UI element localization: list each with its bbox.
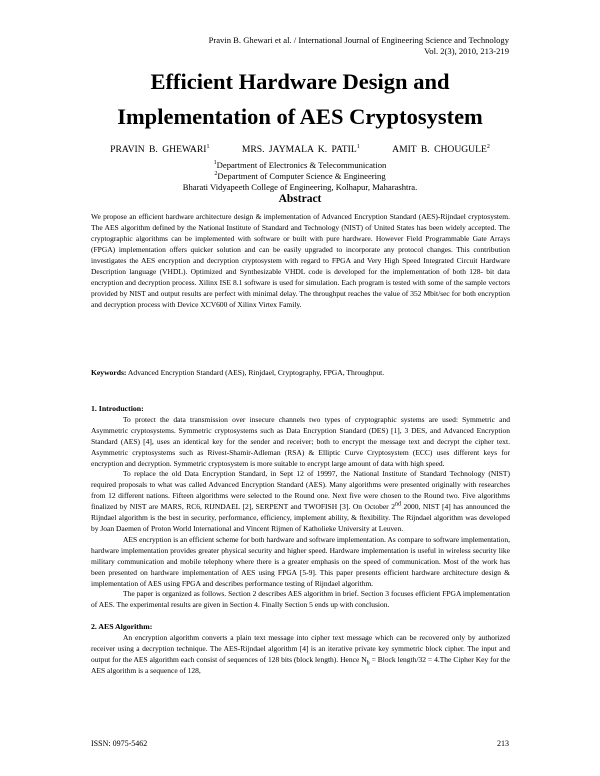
author-name: AMIT B. CHOUGULE: [392, 144, 487, 155]
volume-info: Vol. 2(3), 2010, 213-219: [424, 46, 509, 56]
paragraph: [91, 469, 510, 534]
paragraph-text: = Block length/32 = 4.The Cipher Key for the AES algorithm is a sequence of 128,: [91, 654, 510, 675]
abstract-heading: Abstract: [278, 193, 322, 205]
author-affiliation-mark: 1: [356, 143, 360, 150]
affiliation-text: Department of Electronics & Telecommunication: [216, 160, 387, 170]
affiliation-1: [0, 160, 600, 171]
title-line-2: Implementation of AES Cryptosystem: [117, 104, 483, 129]
author-affiliation-mark: 2: [486, 143, 490, 150]
author: [392, 144, 490, 155]
author: [242, 144, 360, 155]
keywords-text: Advanced Encryption Standard (AES), Rinjdael, Cryptography, FPGA, Throughput.: [126, 368, 385, 377]
running-header: [89, 35, 509, 57]
institution: Bharati Vidyapeeth College of Engineering, Kolhapur, Maharashtra.: [182, 181, 418, 192]
section-gap: [91, 611, 510, 622]
title-line-1: Efficient Hardware Design and: [150, 69, 450, 94]
paragraph-text: To replace the old Data Encryption Standard, in Sept 12 of 19997, the National Institute of Standard Technology (NIST) required proposals to what was called Advanced Encryption Standard (AES). Many algorithms were presented originally with researches from 12 different nations. Fifteen algorithms were selected to the Round one. Next five were chosen to the Round two. Five algorithms finalized by NIST are MARS, RC6, RIJNDAEL [2], SERPENT and TWOFISH [3]. On October 2: [91, 469, 510, 512]
keywords-label: Keywords:: [91, 368, 127, 377]
author-name: MRS. JAYMALA K. PATIL: [241, 144, 357, 155]
affiliation-mark: 2: [214, 170, 218, 177]
keywords: [91, 367, 510, 378]
ordinal-suffix: nd: [394, 501, 401, 508]
paragraph: AES encryption is an efficient scheme for both hardware and software implementation. As compare to software implementation, hardware implementation provides greater physical security and higher speed. Hardware implementation is useful in wireless security like military communication and mobile telephony where there is a greater emphasis on the speed of communication. Most of the work has been presented on hardware implementation of AES using FPGA [5-9]. This paper presents efficient hardware architecture design & implementation of AES using FPGA and describes performance testing of Rijndael algorithm.: [91, 534, 510, 588]
affiliation-mark: 1: [213, 160, 217, 167]
paragraph-text: 2000, NIST [4] has announced the Rijndael algorithm is the best in security, performance, efficiency, implement ability, & flexibility. The Rijndael algorithm was developed by Joan Daemen of Proton World International and Vincent Rijmen of Katholieke University at Leuven.: [91, 502, 510, 533]
subscript: b: [366, 660, 370, 667]
affiliations: [0, 160, 600, 192]
paragraph: The paper is organized as follows. Section 2 describes AES algorithm in brief. Section 3 focuses efficient FPGA implementation of AES. The experimental results are given in Section 4. Finally Section 5 ends up with conclusion.: [91, 589, 510, 610]
paragraph-text: An encryption algorithm converts a plain text message into cipher text message which can be recovered only by authorized receiver using a decryption technique. The AES-Rijndael algorithm [4] is an iterative private key symmetric block cipher. The input and output for the AES algorithm each consist of sequences of 128 bits (block length). Hence N: [91, 633, 510, 664]
paper-body: [91, 404, 510, 677]
affiliation-text: Department of Computer Science & Engineering: [217, 170, 386, 181]
footer-issn: ISSN: 0975-5462: [91, 739, 148, 748]
author-list: [0, 144, 600, 156]
abstract-text: We propose an efficient hardware architecture design & implementation of Advanced Encryption Standard (AES)-Rijndael cryptosystem. The AES algorithm defined by the National Institute of Standard and Technology (NIST) of United States has been widely accepted. The cryptographic algorithms can be implemented with software or built with pure hardware. However Field Programmable Gate Arrays (FPGA) implementation offers quicker solution and can be easily upgraded to incorporate any protocol changes. This contribution investigates the AES encryption and decryption cryptosystem with regard to FPGA and Very High Speed Integrated Circuit Hardware Description language (VHDL). Optimized and Synthesizable VHDL code is developed for the implementation of both 128- bit data encryption and decryption process. Xilinx ISE 8.1 software is used for simulation. Each program is tested with some of the sample vectors provided by NIST and output results are perfect with minimal delay. The throughput reaches the value of 352 Mbit/sec for both encryption and decryption process with Device XCV600 of Xilinx Virtex Family.: [91, 212, 510, 309]
paragraph: To protect the data transmission over insecure channels two types of cryptographic systems are used: Symmetric and Asymmetric cryptosystems. Symmetric cryptosystems such as Data Encryption Standard (DES) [1], 3 DES, and Advanced Encryption Standard (AES) [4], uses an identical key for the sender and receiver; both to encrypt the message text and decrypt the cipher text. Asymmetric cryptosystems such as Rivest-Shamir-Adleman (RSA) & Elliptic Curve Cryptosystem (ECC) uses different keys for encryption and decryption. Symmetric cryptosystem is more suitable to encrypt large amount of data with high speed.: [91, 414, 510, 468]
author: [110, 144, 209, 155]
page-number: 213: [497, 739, 509, 748]
paper-title: [0, 64, 600, 134]
affiliation-2: [0, 171, 600, 182]
section-heading: 1. Introduction:: [91, 404, 144, 413]
author-name: PRAVIN B. GHEWARI: [110, 144, 207, 155]
author-affiliation-mark: 1: [206, 143, 210, 150]
journal-citation: Pravin B. Ghewari et al. / International Journal of Engineering Science and Technology: [208, 35, 509, 45]
paragraph: [91, 633, 510, 677]
section-heading: 2. AES Algorithm:: [91, 622, 153, 632]
